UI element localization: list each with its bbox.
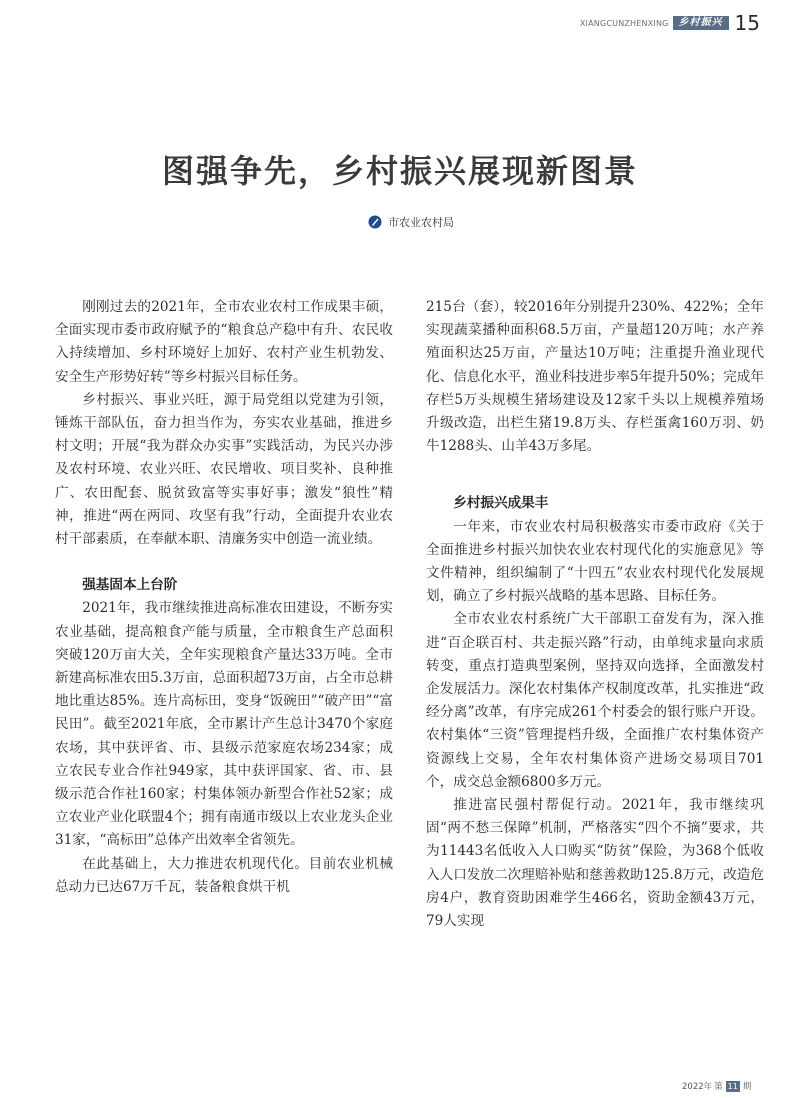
footer-qi: 期	[742, 1082, 752, 1092]
paragraph: 全市农业农村系统广大干部职工奋发有为，深入推进“百企联百村、共走振兴路”行动，由单纯求量向求质转变，重点打造典型案例，坚持双向选择，全面激发村企发展活力。深化农村集体产权制度改革，扎实推进“政经分离”改革，有序完成261个村委会的银行账户开设。农村集体“三资”管理提档升级，全面推广农村集体资产资源线上交易，全年农村集体资产进场交易项目701个，成交总金额6800多万元。	[426, 611, 764, 790]
header-pinyin: XIANGCUNZHENXING	[579, 18, 669, 28]
section-heading: 乡村振兴成果丰	[453, 495, 549, 512]
pen-nib-icon	[368, 215, 382, 229]
paragraph: 一年来，市农业农村局积极落实市委市政府《关于全面推进乡村振兴加快农业农村现代化的实施意见》等文件精神，组织编制了“十四五”农业农村现代化发展规划，确立了乡村振兴战略的基本思路、目标任务。	[426, 518, 764, 605]
paragraph: 乡村振兴、事业兴旺，源于局党组以党建为引领，锤炼干部队伍，奋力担当作为，夯实农业基础，推进乡村文明；开展“我为群众办实事”实践活动，为民兴办涉及农村环境、农业兴旺、农民增收、项目奖补、良种推广、农田配套、脱贫致富等实事好事；激发“狼性”精神，推进“两在两同、攻坚有我”行动，全面提升农业农村干部素质，在奉献本职、清廉务实中创造一流业绩。	[55, 391, 393, 548]
footer-di: 第	[714, 1082, 723, 1092]
page-number: 15	[734, 11, 760, 35]
paragraph: 刚刚过去的2021年，全市农业农村工作成果丰硕，全面实现市委市政府赋予的“粮食总产稳中有升、农民收入持续增加、乡村环境好上加好、农村产业生机勃发、安全生产形势好转”等乡村振兴目标任务。	[55, 299, 393, 385]
paragraph: 推进富民强村帮促行动。2021年，我市继续巩固“两不愁三保障”机制，严格落实“四个不摘”要求，共为11443名低收入人口购买“防贫”保险，为368个低收入人口发放二次理赔补贴和慈善救助125.8万元，改造危房4户，教育资助困难学生466名，资助金额43万元，79人实现	[426, 797, 764, 930]
footer-issue-number: 11	[727, 1081, 738, 1091]
paragraph: 在此基础上，大力推进农机现代化。目前农业机械总动力已达67万千瓦，装备粮食烘干机	[55, 855, 393, 895]
page-header	[580, 12, 760, 34]
article-title: 图强争先，乡村振兴展现新图景	[161, 152, 638, 190]
paragraph: 2021年，我市继续推进高标准农田建设，不断夯实农业基础，提高粮食产能与质量，全市粮食生产总面积突破120万亩大关，全年实现粮食产量达33万吨。全市新建高标准农田5.3万亩，总面积超73万亩，占全市总耕地比重达85%。连片高标田，变身“饭碗田”“破产田”“富民田”。截至2021年底，全市累计产生总计3470个家庭农场，其中获评省、市、县级示范家庭农场234家；成立农民专业合作社949家，其中获评国家、省、市、县级示范合作社160家；村集体领办新型合作社52家；成立农业产业化联盟4个；拥有南通市级以上农业龙头企业31家，“高标田”总体产出效率全省领先。	[55, 600, 393, 849]
right-column	[426, 296, 764, 933]
header-section-tag: 乡村振兴	[673, 16, 729, 30]
page-footer	[682, 1080, 751, 1092]
section-heading: 强基固本上台阶	[82, 577, 178, 594]
author-name: 市农业农村局	[388, 216, 454, 229]
paragraph: 215台（套），较2016年分别提升230%、422%；全年实现蔬菜播种面积68.5万亩，产量超120万吨；水产养殖面积达25万亩，产量达10万吨；注重提升渔业现代化、信息化水平，渔业科技进步率5年提升50%；完成年存栏5万头规模生猪场建设及12家千头以上规模养殖场升级改造，出栏生猪19.8万头、存栏蛋禽160万羽、奶牛1288头、山羊43万多尾。	[426, 299, 764, 455]
left-column	[55, 296, 393, 899]
byline	[368, 214, 454, 230]
footer-year: 2022年	[682, 1082, 713, 1092]
